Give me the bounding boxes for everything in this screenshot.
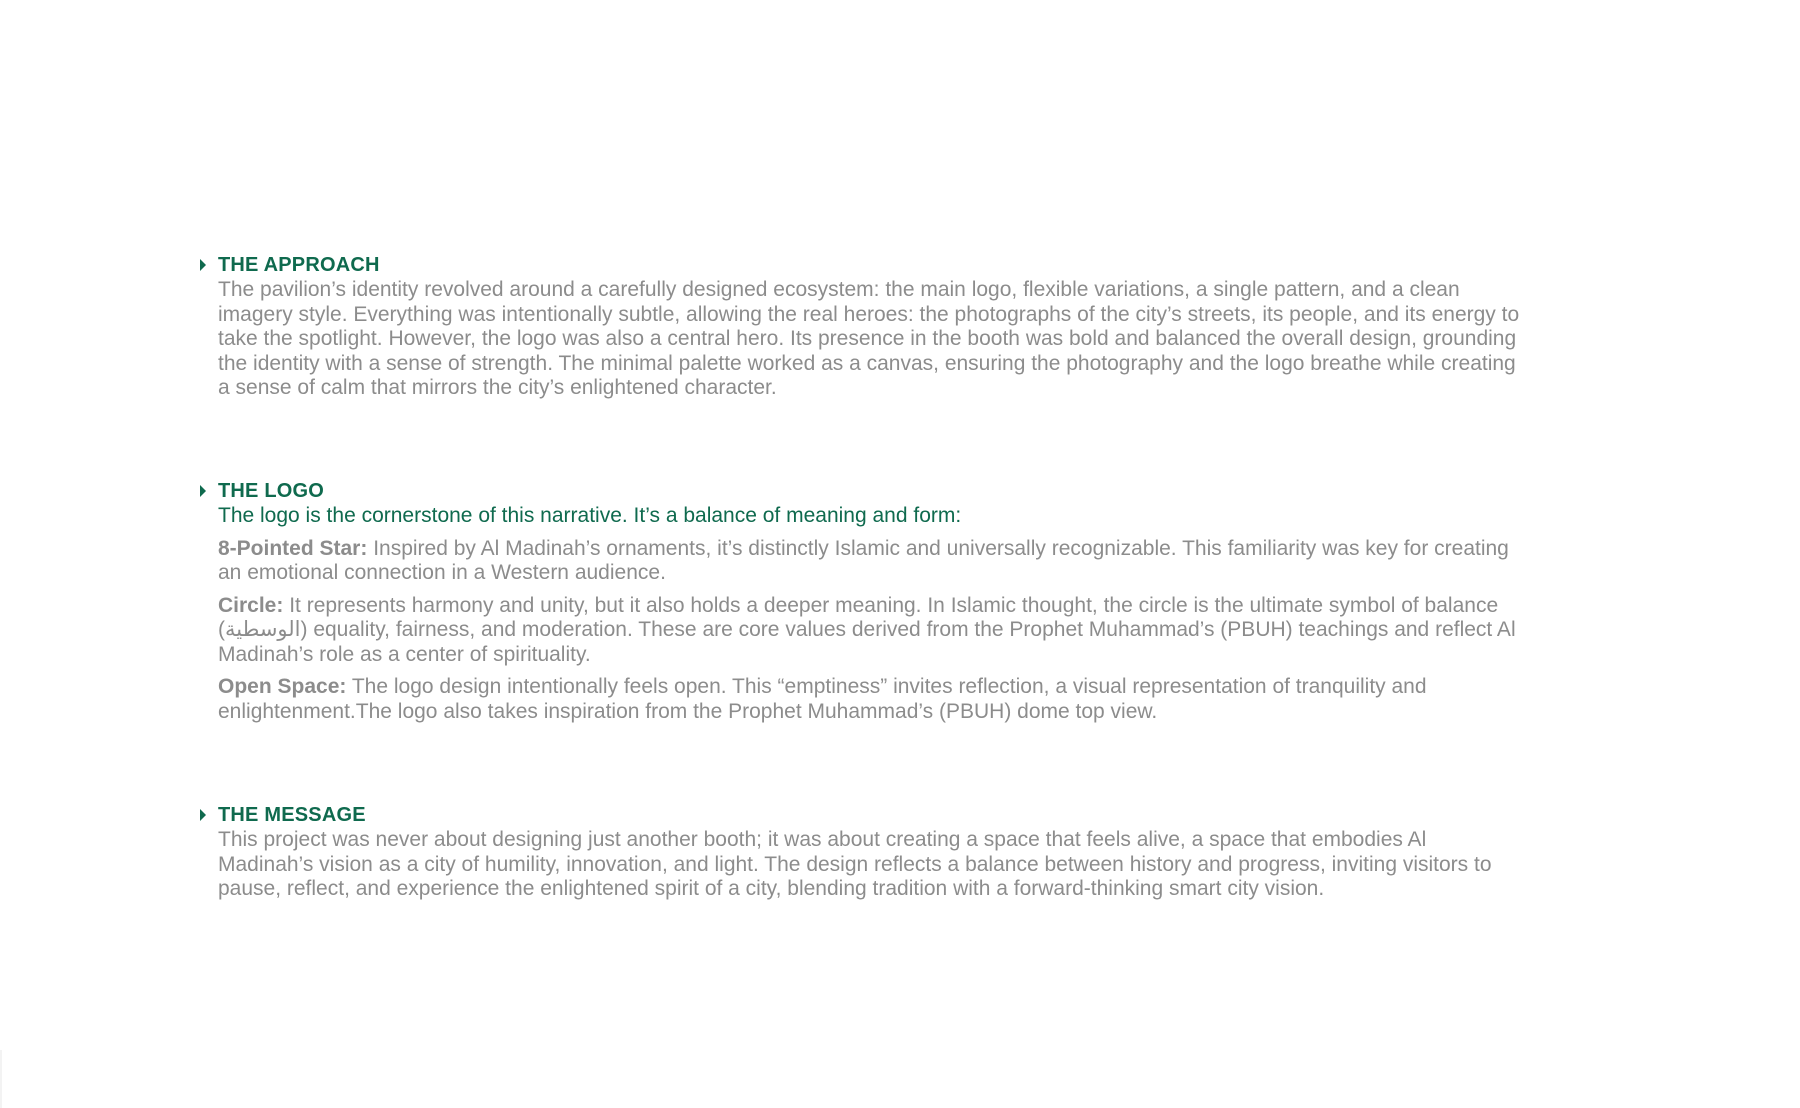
- caret-right-icon: [200, 485, 206, 497]
- logo-content: [218, 504, 1520, 724]
- logo-heading: THE LOGO: [218, 480, 325, 502]
- section-approach: [200, 252, 1520, 401]
- logo-heading-row: [200, 478, 1520, 504]
- approach-content: [218, 278, 1520, 401]
- message-body: This project was never about designing just another booth; it was about creating a space that feels alive, a space that embodies Al Madinah’s vision as a city of humility, innovation, and light. The design reflects a balance between history and progress, inviting visitors to pause, reflect, and experience the enlightened spirit of a city, blending tradition with a forward-thinking smart city vision.: [218, 828, 1492, 900]
- section-logo: [200, 478, 1520, 732]
- page-edge-divider: [0, 1050, 2, 1108]
- logo-item-star-text: Inspired by Al Madinah’s ornaments, it’s distinctly Islamic and universally recognizable. This familiarity was key for creating an emotional connection in a Western audience.: [218, 536, 1509, 584]
- message-content: [218, 828, 1520, 902]
- logo-item-open-space-label: Open Space:: [218, 675, 347, 698]
- logo-item-open-space-text: The logo design intentionally feels open. This “emptiness” invites reflection, a visual representation of tranquility and enlightenment.The logo also takes inspiration from the Prophet Muhammad’s (PBUH) dome top view.: [218, 675, 1427, 723]
- approach-heading: THE APPROACH: [218, 254, 380, 276]
- caret-right-icon: [200, 259, 206, 271]
- section-message: [200, 802, 1520, 902]
- logo-item-star-label: 8-Pointed Star:: [218, 536, 368, 560]
- logo-item-star: [218, 537, 1520, 586]
- logo-item-circle-label: Circle:: [218, 593, 284, 617]
- approach-body: The pavilion’s identity revolved around a carefully designed ecosystem: the main logo, flexible variations, a single pattern, and a clean imagery style. Everything was intentionally subtle, allowing the real heroes: the photographs of the city’s streets, its people, and its energy to take the spotlight. However, the logo was also a central hero. Its presence in the booth was bold and balanced the overall design, grounding the identity with a sense of strength. The minimal palette worked as a canvas, ensuring the photography and the logo breathe while creating a sense of calm that mirrors the city’s enlightened character.: [218, 278, 1520, 399]
- logo-item-circle: [218, 594, 1520, 668]
- message-heading-row: [200, 802, 1520, 828]
- approach-heading-row: [200, 252, 1520, 278]
- logo-item-open-space: [218, 675, 1520, 724]
- logo-intro: The logo is the cornerstone of this narrative. It’s a balance of meaning and form:: [218, 504, 962, 527]
- caret-right-icon: [200, 809, 206, 821]
- logo-item-circle-text: It represents harmony and unity, but it also holds a deeper meaning. In Islamic thought, the circle is the ultimate symbol of balance (الوسطية) equality, fairness, and moderation. These are core values derived from the Prophet Muhammad’s (PBUH) teachings and reflect Al Madinah’s role as a center of spirituality.: [218, 593, 1516, 666]
- message-heading: THE MESSAGE: [218, 804, 366, 826]
